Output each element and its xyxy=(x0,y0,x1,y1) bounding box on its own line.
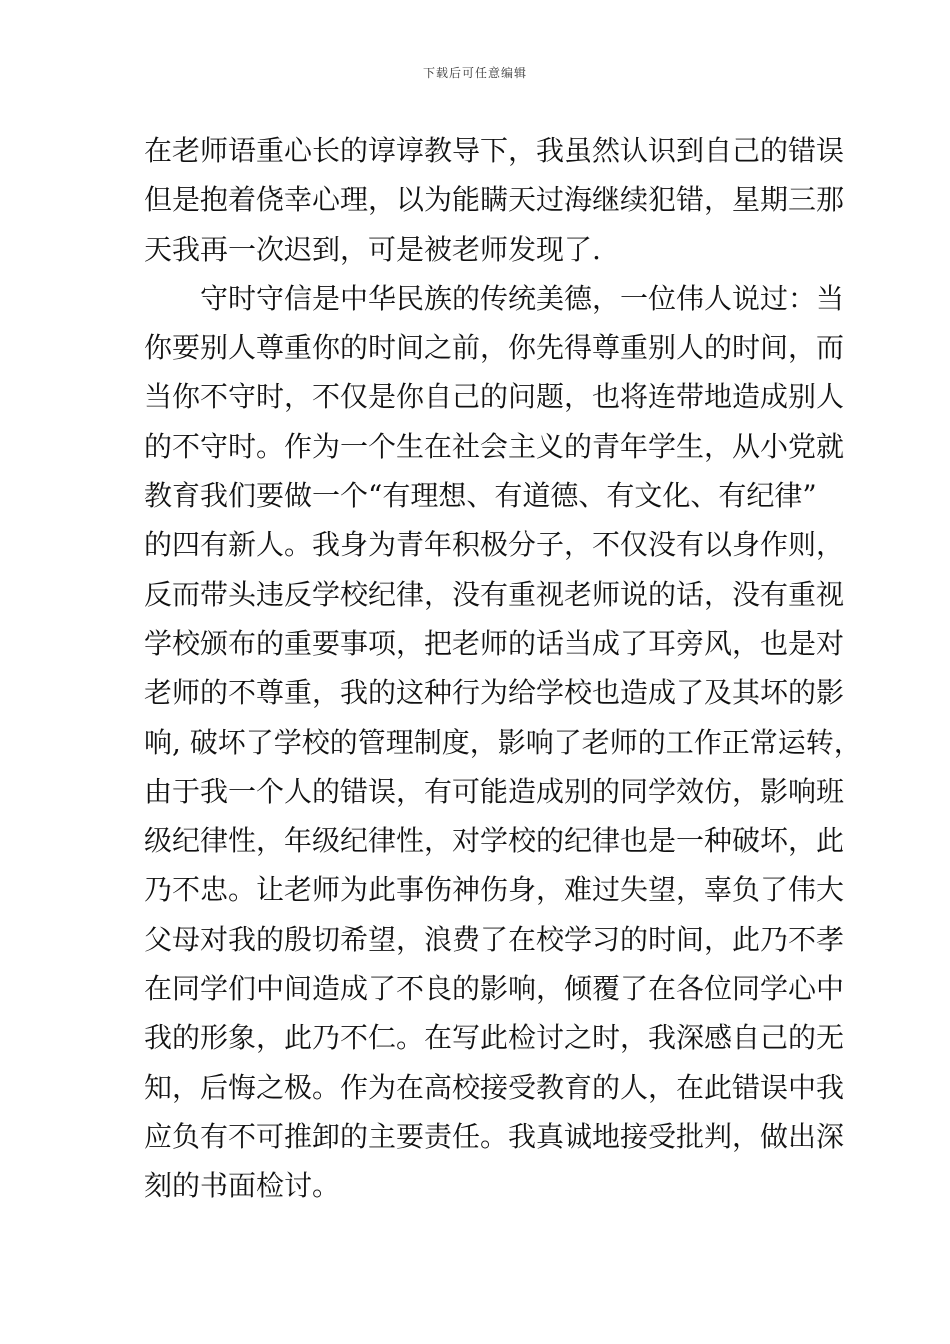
text-line: 教育我们要做一个“有理想、有道德、有文化、有纪律” xyxy=(144,479,817,513)
text-line: 级纪律性，年级纪律性，对学校的纪律也是一种破坏，此 xyxy=(144,824,845,858)
text-line: 知，后悔之极。作为在高校接受教育的人，在此错误中我 xyxy=(144,1070,845,1104)
text-line: 乃不忠。让老师为此事伤神伤身，难过失望，辜负了伟大 xyxy=(144,873,845,907)
text-line: 老师的不尊重，我的这种行为给学校也造成了及其坏的影 xyxy=(144,676,845,710)
header-note: 下载后可任意编辑 xyxy=(422,66,527,80)
text-line: 在老师语重心长的谆谆教导下，我虽然认识到自己的错误 xyxy=(144,134,845,167)
text-line: 刻的书面检讨。 xyxy=(144,1169,341,1203)
text-line: 应负有不可推卸的主要责任。我真诚地接受批判，做出深 xyxy=(144,1119,845,1153)
text-line: 但是抱着侥幸心理，以为能瞒天过海继续犯错，星期三那 xyxy=(144,183,845,217)
text-line: 在同学们中间造成了不良的影响，倾覆了在各位同学心中 xyxy=(144,972,845,1006)
text-line: 反而带头违反学校纪律，没有重视老师说的话，没有重视 xyxy=(144,577,845,611)
text-line: 学校颁布的重要事项，把老师的话当成了耳旁风，也是对 xyxy=(144,626,845,660)
text-line: 父母对我的殷切希望，浪费了在校学习的时间，此乃不孝 xyxy=(144,922,845,956)
paragraph-first-line: 守时守信是中华民族的传统美德，一位伟人说过：当 xyxy=(200,281,845,315)
text-line: 你要别人尊重你的时间之前，你先得尊重别人的时间，而 xyxy=(144,331,845,365)
text-line: 响, 破坏了学校的管理制度，影响了老师的工作正常运转， xyxy=(144,725,862,759)
text-line: 我的形象，此乃不仁。在写此检讨之时，我深感自己的无 xyxy=(144,1021,845,1055)
text-line: 的四有新人。我身为青年积极分子，不仅没有以身作则， xyxy=(144,528,845,562)
text-line: 天我再一次迟到，可是被老师发现了. xyxy=(144,232,601,266)
text-line: 的不守时。作为一个生在社会主义的青年学生，从小党就 xyxy=(144,429,845,463)
document-body xyxy=(144,126,862,1211)
text-line: 由于我一个人的错误，有可能造成别的同学效仿，影响班 xyxy=(144,774,845,808)
text-line: 当你不守时，不仅是你自己的问题，也将连带地造成别人 xyxy=(144,380,845,414)
